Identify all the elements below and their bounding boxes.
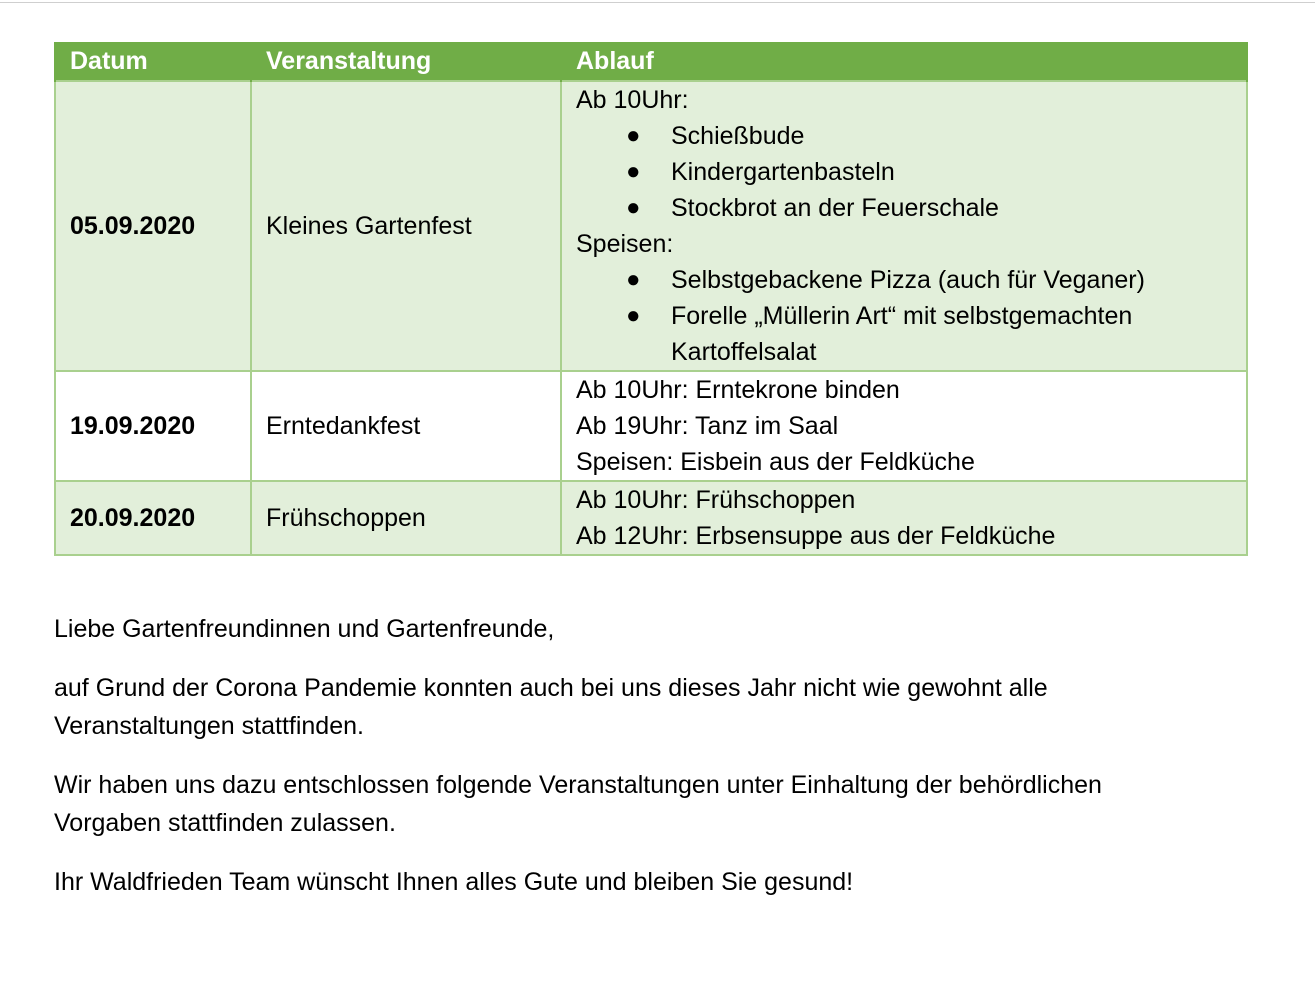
schedule-line: Speisen: Eisbein aus der Feldküche xyxy=(576,448,975,476)
list-item-text: Selbstgebackene Pizza (auch für Veganer) xyxy=(671,266,1145,294)
header-veranstaltung: Veranstaltung xyxy=(251,42,561,81)
letter-paragraph-1: auf Grund der Corona Pandemie konnten auch bei uns dieses Jahr nicht wie gewohnt alle Veranstaltungen stattfinden. xyxy=(54,674,1048,740)
list-item xyxy=(576,118,1232,154)
event-date: 19.09.2020 xyxy=(55,371,251,481)
list-item-text: Stockbrot an der Feuerschale xyxy=(671,194,999,222)
bullet-icon: ● xyxy=(626,266,641,293)
event-name: Kleines Gartenfest xyxy=(251,81,561,371)
page-top-rule xyxy=(0,2,1315,3)
event-schedule xyxy=(561,81,1247,371)
bullet-icon: ● xyxy=(626,122,641,149)
list-item-text: Kindergartenbasteln xyxy=(671,158,895,186)
table-row xyxy=(55,371,1247,481)
schedule-intro: Ab 10Uhr: xyxy=(576,86,689,114)
bullet-icon: ● xyxy=(626,302,641,329)
list-item xyxy=(576,262,1232,298)
schedule-line: Ab 19Uhr: Tanz im Saal xyxy=(576,412,839,440)
header-ablauf: Ablauf xyxy=(561,42,1247,81)
list-item xyxy=(576,154,1232,190)
schedule-line: Ab 10Uhr: Erntekrone binden xyxy=(576,376,900,404)
food-list xyxy=(576,262,1232,370)
event-date: 20.09.2020 xyxy=(55,481,251,555)
schedule-line: Ab 10Uhr: Frühschoppen xyxy=(576,486,856,514)
list-item-text: Forelle „Müllerin Art“ mit selbstgemachten Kartoffelsalat xyxy=(671,302,1133,366)
header-datum: Datum xyxy=(55,42,251,81)
letter-greeting: Liebe Gartenfreundinnen und Gartenfreunde, xyxy=(54,615,555,643)
table-row xyxy=(55,81,1247,371)
activities-list xyxy=(576,118,1232,226)
table-row xyxy=(55,481,1247,555)
letter-closing: Ihr Waldfrieden Team wünscht Ihnen alles Gute und bleiben Sie gesund! xyxy=(54,868,854,896)
schedule-line: Ab 12Uhr: Erbsensuppe aus der Feldküche xyxy=(576,522,1056,550)
bullet-icon: ● xyxy=(626,158,641,185)
letter-paragraph-2: Wir haben uns dazu entschlossen folgende Veranstaltungen unter Einhaltung der behördlichen Vorgaben stattfinden zulassen. xyxy=(54,771,1102,837)
list-item xyxy=(576,190,1232,226)
event-schedule xyxy=(561,371,1247,481)
bullet-icon: ● xyxy=(626,194,641,221)
event-name: Erntedankfest xyxy=(251,371,561,481)
list-item-text: Schießbude xyxy=(671,122,805,150)
events-table xyxy=(54,42,1248,556)
event-date: 05.09.2020 xyxy=(55,81,251,371)
list-item xyxy=(576,298,1232,370)
event-name: Frühschoppen xyxy=(251,481,561,555)
event-schedule xyxy=(561,481,1247,555)
table-header-row xyxy=(55,42,1247,81)
food-label: Speisen: xyxy=(576,230,674,258)
